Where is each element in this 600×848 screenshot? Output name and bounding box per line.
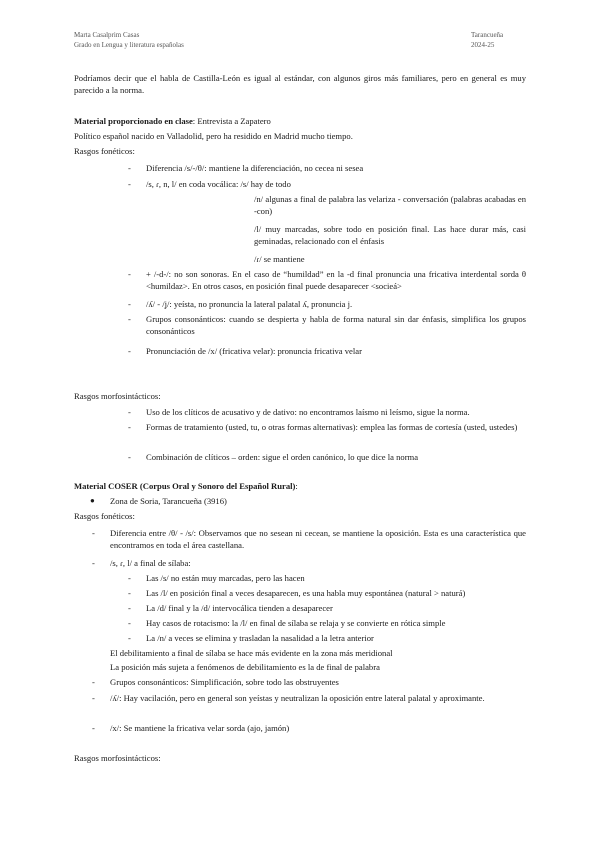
sub-item: /n/ algunas a final de palabra las velariza - conversación (palabras acabadas en -con) bbox=[254, 194, 526, 216]
list-dash: - bbox=[128, 269, 131, 279]
sub-item: Las /l/ en posición final a veces desaparecen, es una habla muy espontánea (natural > naturá) bbox=[146, 588, 466, 598]
degree-name: Grado en Lengua y literatura españolas bbox=[74, 41, 184, 49]
list-dash: - bbox=[128, 573, 131, 583]
section1-phonetic-label: Rasgos fonéticos: bbox=[74, 146, 135, 156]
list-dash: - bbox=[128, 299, 131, 309]
list-dash: - bbox=[92, 558, 95, 568]
list-dash: - bbox=[128, 588, 131, 598]
list-item: /ʎ/: Hay vacilación, pero en general son yeístas y neutralizan la oposición entre lateral palatal y aproximante. bbox=[110, 693, 485, 703]
list-item: /ʎ/ - /ʝ/: yeísta, no pronuncia la lateral palatal ʎ, pronuncia j. bbox=[146, 299, 353, 309]
list-dash: - bbox=[128, 407, 131, 417]
list-item: Diferencia entre /θ/ - /s/: Observamos que no sesean ni cecean, se mantiene la oposición. Esta es una característica que encontramos en toda el área castellana. bbox=[110, 528, 526, 550]
section2-title bbox=[74, 480, 298, 492]
list-dash: - bbox=[128, 618, 131, 628]
sub-item: La /d/ final y la /d/ intervocálica tienden a desaparecer bbox=[146, 603, 333, 613]
section1-morph-label: Rasgos morfosintácticos: bbox=[74, 391, 161, 401]
bullet-point: ● bbox=[90, 496, 95, 505]
list-item: Diferencia /s/-/θ/: mantiene la diferenciación, no cecea ni sesea bbox=[146, 163, 364, 173]
section1-title-bold: Material proporcionado en clase bbox=[74, 116, 193, 126]
section2-morph-label: Rasgos morfosintácticos: bbox=[74, 753, 161, 763]
header-right bbox=[471, 30, 503, 50]
sub-item: Hay casos de rotacismo: la /l/ en final de sílaba se relaja y se convierte en rótica simple bbox=[146, 618, 446, 628]
list-dash: - bbox=[92, 677, 95, 687]
list-dash: - bbox=[92, 723, 95, 733]
list-item: Uso de los clíticos de acusativo y de dativo: no encontramos laísmo ni leísmo, sigue la norma. bbox=[146, 407, 470, 417]
list-item: /s, ɾ, n, l/ en coda vocálica: /s/ hay de todo bbox=[146, 179, 291, 189]
list-dash: - bbox=[128, 179, 131, 189]
list-dash: - bbox=[128, 633, 131, 643]
section2-title-rest: : bbox=[295, 481, 298, 491]
list-item: Formas de tratamiento (usted, tu, o otras formas alternativas): emplea las formas de cortesía (usted, ustedes) bbox=[146, 422, 518, 432]
academic-year: 2024-25 bbox=[471, 41, 495, 49]
list-dash: - bbox=[92, 693, 95, 703]
sub-item: Las /s/ no están muy marcadas, pero las hacen bbox=[146, 573, 305, 583]
list-dash: - bbox=[128, 422, 131, 432]
author-name: Marta Casalprim Casas bbox=[74, 31, 140, 39]
list-dash: - bbox=[128, 163, 131, 173]
sub-item: La /n/ a veces se elimina y trasladan la nasalidad a la letra anterior bbox=[146, 633, 374, 643]
section1-subtitle: Político español nacido en Valladolid, pero ha residido en Madrid mucho tiempo. bbox=[74, 131, 353, 141]
section2-phonetic-label: Rasgos fonéticos: bbox=[74, 511, 135, 521]
note-paragraph: El debilitamiento a final de sílaba se hace más evidente en la zona más meridional bbox=[110, 648, 393, 658]
list-dash: - bbox=[128, 452, 131, 462]
note-paragraph: La posición más sujeta a fenómenos de debilitamiento es la de final de palabra bbox=[110, 662, 380, 672]
section2-title-bold: Material COSER (Corpus Oral y Sonoro del Español Rural) bbox=[74, 481, 296, 491]
sub-item: /ɾ/ se mantiene bbox=[254, 254, 305, 264]
intro-paragraph: Podríamos decir que el habla de Castilla-León es igual al estándar, con algunos giros más familiares, pero en general es muy parecido a la norma. bbox=[74, 73, 526, 95]
list-item: Combinación de clíticos – orden: sigue el orden canónico, lo que dice la norma bbox=[146, 452, 419, 462]
list-item: /s, ɾ, l/ a final de sílaba: bbox=[110, 558, 191, 568]
sub-item: /l/ muy marcadas, sobre todo en posición final. Las hace durar más, casi geminadas, relacionado con el énfasis bbox=[254, 224, 526, 246]
place-name: Tarancueña bbox=[471, 31, 504, 39]
list-item: /x/: Se mantiene la fricativa velar sorda (ajo, jamón) bbox=[110, 723, 290, 733]
list-dash: - bbox=[128, 603, 131, 613]
list-item: + /-d-/: no son sonoras. En el caso de “humildad” en la -d final pronuncia una fricativa interdental sorda θ <humildaz>. En otros casos, en posición final puede desaparecer <sociеá> bbox=[146, 269, 526, 291]
zone-label: Zona de Soria, Tarancueña (3916) bbox=[110, 496, 227, 506]
header-left bbox=[74, 30, 184, 50]
list-dash: - bbox=[128, 346, 131, 356]
list-dash: - bbox=[128, 314, 131, 324]
list-dash: - bbox=[92, 528, 95, 538]
list-item: Pronunciación de /x/ (fricativa velar): pronuncia fricativa velar bbox=[146, 346, 362, 356]
list-item: Grupos consonánticos: cuando se despierta y habla de forma natural sin dar énfasis, simplifica los grupos consonánticos bbox=[146, 314, 526, 336]
list-item: Grupos consonánticos: Simplificación, sobre todo las obstruyentes bbox=[110, 677, 339, 687]
section1-title bbox=[74, 115, 271, 127]
section1-title-rest: : Entrevista a Zapatero bbox=[192, 116, 271, 126]
